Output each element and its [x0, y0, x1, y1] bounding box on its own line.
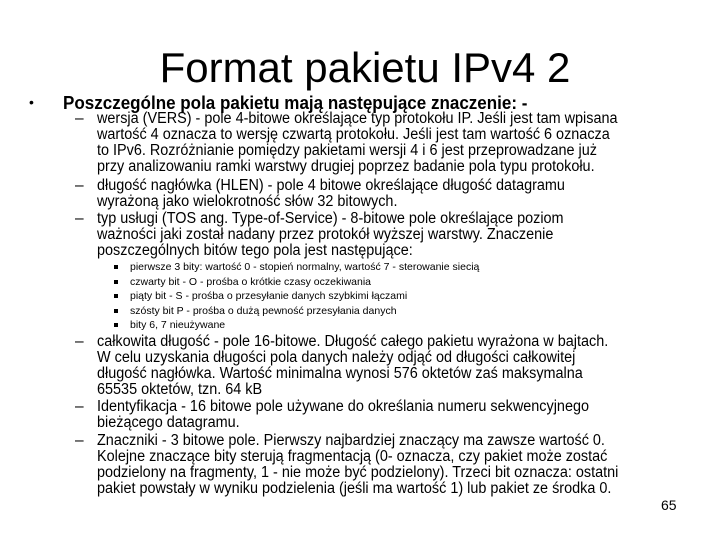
dash-icon: – [75, 432, 84, 449]
dash-icon: – [75, 210, 84, 227]
dash-icon: – [75, 177, 84, 194]
field-item-line: ważności jaki został nadany przez protokół wyższej warstwy. Znaczenie [97, 226, 554, 243]
field-item-line: długość nagłówka (HLEN) - pole 4 bitowe określające długość datagramu [97, 177, 565, 194]
dash-icon: – [75, 398, 84, 415]
dash-icon: – [75, 333, 84, 350]
page-number: 65 [661, 497, 677, 513]
dash-icon: – [75, 110, 84, 127]
tos-bit-item: czwarty bit - O - prośba o krótkie czasy oczekiwania [130, 275, 371, 288]
field-item-line: podzielony na fragmenty, 1 - nie może być podzielony). Trzeci bit oznacza: ostatni [97, 464, 619, 481]
field-item-line: Identyfikacja - 16 bitowe pole używane do określania numeru sekwencyjnego [97, 398, 589, 415]
field-item [97, 211, 599, 259]
field-item-line: 65535 oktetów, tzn. 64 kB [97, 381, 263, 398]
tos-bit-item: bity 6, 7 nieużywane [130, 319, 226, 331]
field-item-line: poszczególnych bitów tego pola jest następujące: [97, 242, 413, 259]
square-bullet-icon [114, 323, 118, 327]
field-item [97, 433, 658, 497]
field-item-line: przy analizowaniu ramki warstwy drugiej poprzez badanie pola typu protokołu. [97, 158, 595, 175]
square-bullet-icon [114, 309, 118, 313]
field-item [97, 178, 600, 210]
field-item-line: W celu uzyskania długości pola danych należy odjąć od długości całkowitej [97, 349, 576, 366]
field-item-line: Kolejne znaczące bity sterują fragmentacją (0- oznacza, czy pakiet może zostać [97, 448, 608, 465]
field-item [97, 399, 626, 431]
field-item-line: długość nagłówka. Wartość minimalna wynosi 576 oktetów zaś maksymalna [97, 365, 583, 382]
square-bullet-icon [114, 280, 118, 284]
field-item-line: wersja (VERS) - pole 4-bitowe określające typ protokołu IP. Jeśli jest tam wpisana [97, 110, 618, 127]
field-item-line: całkowita długość - pole 16-bitowe. Długość całego pakietu wyrażona w bajtach. [97, 333, 609, 350]
square-bullet-icon [114, 294, 118, 298]
square-bullet-icon [114, 265, 118, 269]
field-item-line: typ usługi (TOS ang. Type-of-Service) - 8-bitowe pole określające poziom [97, 210, 564, 227]
tos-bit-item: szósty bit P - prośba o dużą pewność przesyłania danych [130, 304, 397, 317]
field-item-line: to IPv6. Rozróżnianie pomiędzy pakietami wersji 4 i 6 jest przeprowadzane już [97, 142, 597, 159]
field-item-line: wyrażoną jako wielokrotność słów 32 bitowych. [97, 193, 398, 210]
field-item-line: pakiet powstały w wyniku podzielenia (jeśli ma wartość 1) lub pakiet ze środka 0. [97, 480, 612, 497]
field-item-line: Znaczniki - 3 bitowe pole. Pierwszy najbardziej znaczący ma zawsze wartość 0. [97, 432, 605, 449]
field-item [97, 334, 647, 398]
field-item [97, 111, 657, 175]
field-item-line: bieżącego datagramu. [97, 414, 240, 431]
bullet-icon: • [29, 94, 34, 110]
main-bullet-text: Poszczególne pola pakietu mają następujące znaczenie: - [63, 92, 528, 113]
slide-title: Format pakietu IPv4 2 [159, 44, 571, 91]
tos-bit-item: piąty bit - S - prośba o przesyłanie danych szybkimi łączami [130, 290, 408, 302]
tos-bit-item: pierwsze 3 bity: wartość 0 - stopień normalny, wartość 7 - sterowanie siecią [130, 261, 480, 273]
field-item-line: wartość 4 oznacza to wersję czwartą protokołu. Jeśli jest tam wartość 6 oznacza [97, 126, 610, 143]
